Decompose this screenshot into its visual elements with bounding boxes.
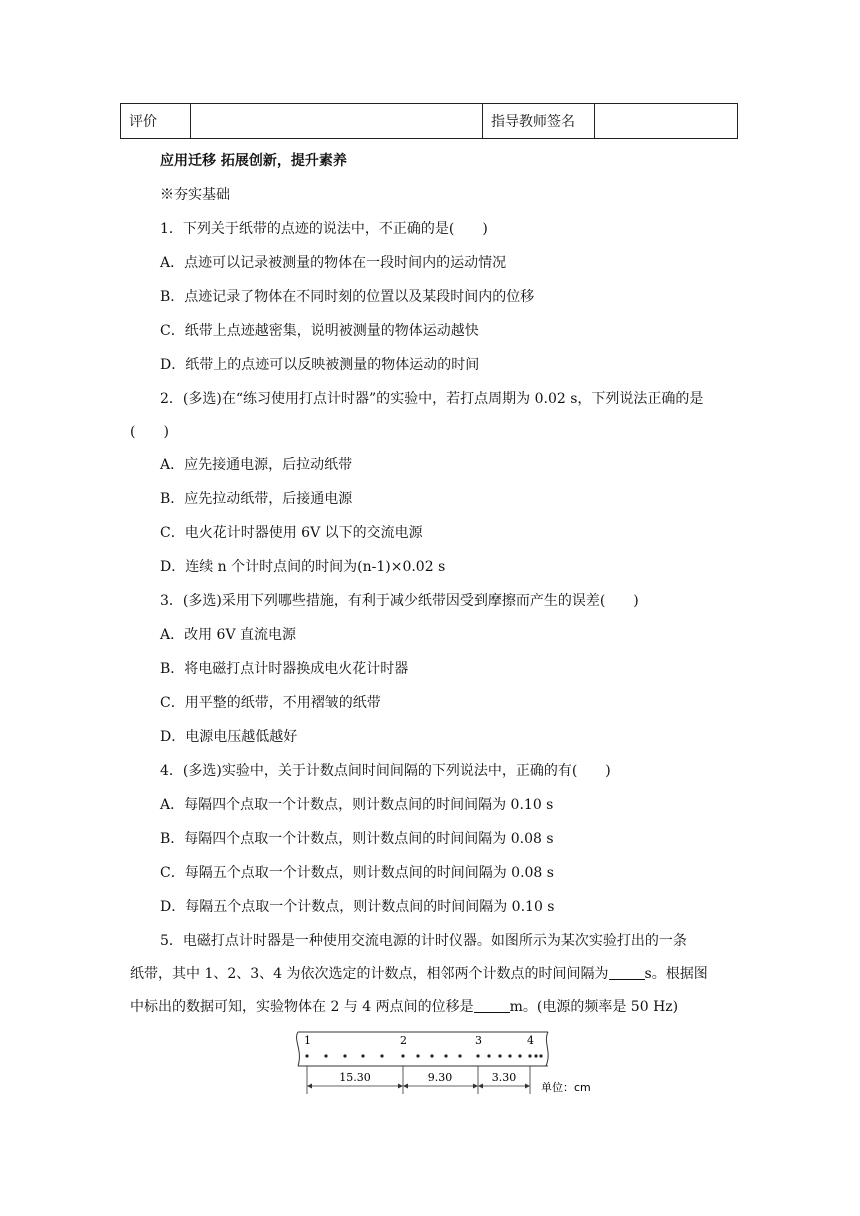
question-3-stem: 3．(多选)采用下列哪些措施，有利于减少纸带因受到摩擦而产生的误差( ) [160, 593, 639, 609]
question-1-option-b: B．点迹记录了物体在不同时刻的位置以及某段时间内的位移 [160, 289, 535, 305]
question-2-option-c: C．电火花计时器使用 6V 以下的交流电源 [160, 525, 423, 541]
answer-blank-interval[interactable] [609, 965, 645, 980]
unit-label: 单位：cm [541, 1081, 591, 1094]
answer-blank-displacement[interactable] [474, 998, 510, 1013]
question-3-option-c: C．用平整的纸带，不用褶皱的纸带 [160, 695, 381, 711]
point-label-4: 4 [527, 1034, 534, 1047]
segment-label-1-2: 15.30 [339, 1071, 371, 1084]
tape-dot [401, 1054, 404, 1057]
tape-left-torn-edge [297, 1032, 300, 1066]
tape-right-torn-edge [546, 1032, 548, 1066]
question-5-line-2-b: s。根据图 [644, 966, 708, 982]
teacher-sign-label: 指导教师签名 [483, 104, 595, 139]
question-1-stem: 1．下列关于纸带的点迹的说法中，不正确的是( ) [160, 221, 488, 237]
question-1-option-d: D．纸带上的点迹可以反映被测量的物体运动的时间 [160, 357, 480, 373]
evaluation-table [120, 103, 738, 139]
question-5-line-3-a: 中标出的数据可知，实验物体在 2 与 4 两点间的位移是 [130, 999, 474, 1015]
tape-dot [416, 1054, 419, 1057]
question-4-option-b: B．每隔四个点取一个计数点，则计数点间的时间间隔为 0.08 s [160, 831, 554, 847]
question-5-line-3-b: m。(电源的频率是 50 Hz) [509, 999, 679, 1015]
tape-dot [324, 1054, 327, 1057]
question-5-line-3 [130, 996, 678, 1016]
tape-dot [458, 1054, 461, 1057]
question-3-option-b: B．将电磁打点计时器换成电火花计时器 [160, 661, 409, 677]
tape-dot [498, 1054, 501, 1057]
question-5-line-2-a: 纸带，其中 1、2、3、4 为依次选定的计数点，相邻两个计数点的时间间隔为 [130, 966, 609, 982]
tape-dot [508, 1054, 511, 1057]
question-1-option-a: A．点迹可以记录被测量的物体在一段时间内的运动情况 [160, 255, 507, 271]
question-3-option-d: D．电源电压越低越好 [160, 729, 298, 745]
segment-label-3-4: 3.30 [491, 1071, 517, 1084]
eval-field[interactable] [191, 104, 483, 139]
tape-dot [380, 1054, 383, 1057]
question-4-option-a: A．每隔四个点取一个计数点，则计数点间的时间间隔为 0.10 s [160, 797, 554, 813]
subsection-title: ※夯实基础 [160, 187, 230, 203]
question-3-option-a: A．改用 6V 直流电源 [160, 627, 297, 643]
tape-dot [487, 1054, 490, 1057]
tape-dots [305, 1054, 542, 1057]
question-1-option-c: C．纸带上点迹越密集，说明被测量的物体运动越快 [160, 323, 479, 339]
question-2-stem-cont: ( ) [130, 424, 169, 440]
eval-label: 评价 [121, 104, 191, 139]
tape-dot [361, 1054, 364, 1057]
section-heading: 应用迁移 拓展创新，提升素养 [160, 153, 347, 169]
tape-dot [539, 1054, 542, 1057]
question-2-option-d: D．连续 n 个计时点间的时间为(n-1)×0.02 s [160, 559, 446, 575]
point-label-2: 2 [400, 1034, 407, 1047]
question-2-option-a: A．应先接通电源，后拉动纸带 [160, 457, 353, 473]
question-2-option-b: B．应先拉动纸带，后接通电源 [160, 491, 353, 507]
question-4-option-c: C．每隔五个点取一个计数点，则计数点间的时间间隔为 0.08 s [160, 865, 554, 881]
question-4-stem: 4．(多选)实验中，关于计数点间时间间隔的下列说法中，正确的有( ) [160, 763, 611, 779]
tape-dot [528, 1054, 531, 1057]
point-label-1: 1 [304, 1034, 311, 1047]
tape-dot [534, 1054, 537, 1057]
question-5-line-1: 5．电磁打点计时器是一种使用交流电源的计时仪器。如图所示为某次实验打出的一条 [160, 933, 687, 949]
teacher-sign-field[interactable] [595, 104, 738, 139]
question-5-line-2 [130, 963, 708, 983]
question-4-option-d: D．每隔五个点取一个计数点，则计数点间的时间间隔为 0.10 s [160, 899, 555, 915]
tape-dot [518, 1054, 521, 1057]
tape-dot [430, 1054, 433, 1057]
segment-label-2-3: 9.30 [427, 1071, 453, 1084]
tape-dot [444, 1054, 447, 1057]
paper-tape-figure [290, 1028, 610, 1098]
tape-dot [305, 1054, 308, 1057]
question-2-stem: 2．(多选)在“练习使用打点计时器”的实验中，若打点周期为 0.02 s，下列说法正确的是 [160, 391, 704, 407]
tape-dot [476, 1054, 479, 1057]
point-label-3: 3 [475, 1034, 482, 1047]
tape-dot [343, 1054, 346, 1057]
